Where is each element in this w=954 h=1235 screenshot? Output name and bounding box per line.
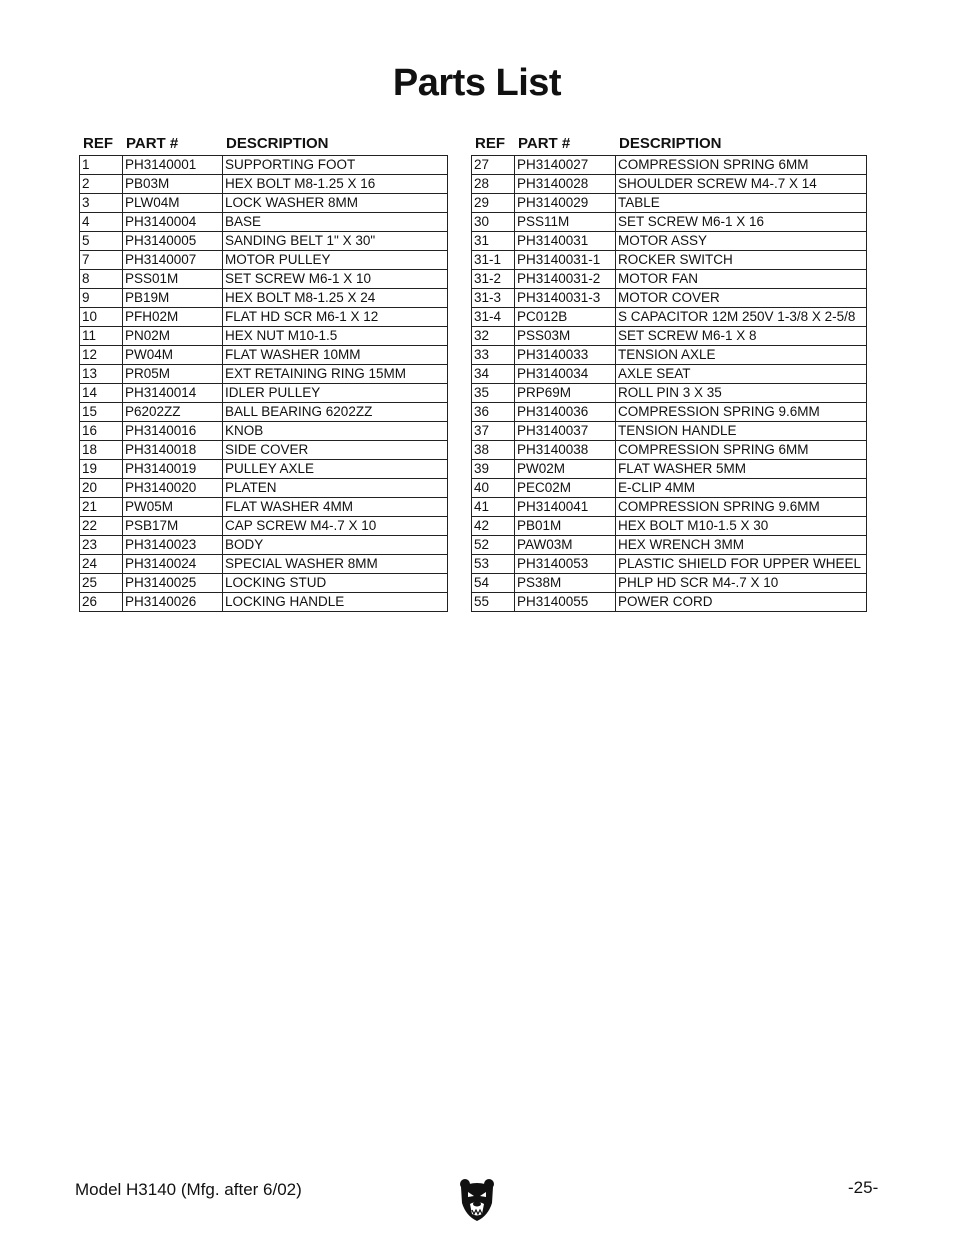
- part-number-cell: PW04M: [123, 346, 223, 365]
- description-cell: LOCKING STUD: [223, 574, 448, 593]
- ref-cell: 11: [80, 327, 123, 346]
- part-number-cell: PN02M: [123, 327, 223, 346]
- description-cell: SANDING BELT 1" X 30": [223, 232, 448, 251]
- part-number-cell: PB19M: [123, 289, 223, 308]
- table-row: [80, 498, 448, 517]
- ref-cell: 14: [80, 384, 123, 403]
- part-number-cell: PW02M: [515, 460, 616, 479]
- description-cell: LOCK WASHER 8MM: [223, 194, 448, 213]
- description-cell: CAP SCREW M4-.7 X 10: [223, 517, 448, 536]
- ref-cell: 54: [472, 574, 515, 593]
- ref-cell: 31-4: [472, 308, 515, 327]
- part-number-cell: PRP69M: [515, 384, 616, 403]
- part-number-cell: PH3140016: [123, 422, 223, 441]
- ref-cell: 31-2: [472, 270, 515, 289]
- description-cell: MOTOR PULLEY: [223, 251, 448, 270]
- part-number-cell: PH3140031-3: [515, 289, 616, 308]
- table-row: [80, 593, 448, 612]
- parts-table-left-body: [80, 156, 448, 612]
- table-row: [472, 498, 867, 517]
- bear-logo-icon: [458, 1178, 496, 1222]
- parts-table-right-body: [472, 156, 867, 612]
- header-part: PART #: [518, 134, 571, 152]
- part-number-cell: PAW03M: [515, 536, 616, 555]
- table-row: [472, 441, 867, 460]
- part-number-cell: PH3140014: [123, 384, 223, 403]
- ref-cell: 31-1: [472, 251, 515, 270]
- ref-cell: 35: [472, 384, 515, 403]
- ref-cell: 10: [80, 308, 123, 327]
- part-number-cell: PH3140028: [515, 175, 616, 194]
- ref-cell: 13: [80, 365, 123, 384]
- description-cell: COMPRESSION SPRING 6MM: [616, 441, 867, 460]
- table-row: [472, 289, 867, 308]
- ref-cell: 40: [472, 479, 515, 498]
- description-cell: PHLP HD SCR M4-.7 X 10: [616, 574, 867, 593]
- description-cell: MOTOR FAN: [616, 270, 867, 289]
- ref-cell: 3: [80, 194, 123, 213]
- description-cell: HEX BOLT M8-1.25 X 16: [223, 175, 448, 194]
- part-number-cell: PSS11M: [515, 213, 616, 232]
- part-number-cell: PR05M: [123, 365, 223, 384]
- description-cell: AXLE SEAT: [616, 365, 867, 384]
- part-number-cell: PFH02M: [123, 308, 223, 327]
- parts-table-right: [471, 131, 866, 612]
- description-cell: SET SCREW M6-1 X 8: [616, 327, 867, 346]
- table-header: [79, 131, 447, 155]
- part-number-cell: PB03M: [123, 175, 223, 194]
- table-row: [80, 175, 448, 194]
- ref-cell: 53: [472, 555, 515, 574]
- ref-cell: 12: [80, 346, 123, 365]
- part-number-cell: PH3140038: [515, 441, 616, 460]
- description-cell: BALL BEARING 6202ZZ: [223, 403, 448, 422]
- description-cell: SIDE COVER: [223, 441, 448, 460]
- description-cell: IDLER PULLEY: [223, 384, 448, 403]
- ref-cell: 1: [80, 156, 123, 175]
- ref-cell: 26: [80, 593, 123, 612]
- table-row: [80, 308, 448, 327]
- part-number-cell: PH3140034: [515, 365, 616, 384]
- description-cell: E-CLIP 4MM: [616, 479, 867, 498]
- description-cell: EXT RETAINING RING 15MM: [223, 365, 448, 384]
- footer-model: Model H3140 (Mfg. after 6/02): [75, 1180, 302, 1199]
- description-cell: TABLE: [616, 194, 867, 213]
- ref-cell: 21: [80, 498, 123, 517]
- part-number-cell: PH3140019: [123, 460, 223, 479]
- description-cell: FLAT WASHER 4MM: [223, 498, 448, 517]
- part-number-cell: PH3140027: [515, 156, 616, 175]
- table-row: [80, 365, 448, 384]
- table-row: [80, 574, 448, 593]
- part-number-cell: PH3140031-1: [515, 251, 616, 270]
- ref-cell: 36: [472, 403, 515, 422]
- ref-cell: 7: [80, 251, 123, 270]
- table-row: [472, 536, 867, 555]
- ref-cell: 25: [80, 574, 123, 593]
- part-number-cell: PH3140031-2: [515, 270, 616, 289]
- part-number-cell: PH3140055: [515, 593, 616, 612]
- table-row: [472, 327, 867, 346]
- table-row: [472, 460, 867, 479]
- description-cell: HEX BOLT M10-1.5 X 30: [616, 517, 867, 536]
- page-title: Parts List: [392, 62, 562, 104]
- table-row: [80, 422, 448, 441]
- header-ref: REF: [83, 134, 113, 152]
- table-row: [472, 517, 867, 536]
- table-row: [472, 574, 867, 593]
- description-cell: LOCKING HANDLE: [223, 593, 448, 612]
- description-cell: COMPRESSION SPRING 6MM: [616, 156, 867, 175]
- part-number-cell: PH3140005: [123, 232, 223, 251]
- table-row: [472, 403, 867, 422]
- ref-cell: 41: [472, 498, 515, 517]
- ref-cell: 34: [472, 365, 515, 384]
- ref-cell: 42: [472, 517, 515, 536]
- table-row: [472, 422, 867, 441]
- description-cell: ROLL PIN 3 X 35: [616, 384, 867, 403]
- description-cell: FLAT HD SCR M6-1 X 12: [223, 308, 448, 327]
- table-row: [80, 479, 448, 498]
- ref-cell: 16: [80, 422, 123, 441]
- ref-cell: 37: [472, 422, 515, 441]
- ref-cell: 18: [80, 441, 123, 460]
- description-cell: TENSION AXLE: [616, 346, 867, 365]
- table-row: [80, 213, 448, 232]
- ref-cell: 5: [80, 232, 123, 251]
- part-number-cell: PLW04M: [123, 194, 223, 213]
- ref-cell: 39: [472, 460, 515, 479]
- part-number-cell: PH3140004: [123, 213, 223, 232]
- table-header: [471, 131, 866, 155]
- ref-cell: 28: [472, 175, 515, 194]
- part-number-cell: PH3140020: [123, 479, 223, 498]
- part-number-cell: PH3140018: [123, 441, 223, 460]
- ref-cell: 32: [472, 327, 515, 346]
- part-number-cell: PH3140036: [515, 403, 616, 422]
- table-row: [472, 232, 867, 251]
- description-cell: COMPRESSION SPRING 9.6MM: [616, 403, 867, 422]
- part-number-cell: PH3140029: [515, 194, 616, 213]
- description-cell: PLASTIC SHIELD FOR UPPER WHEEL: [616, 555, 867, 574]
- description-cell: HEX BOLT M8-1.25 X 24: [223, 289, 448, 308]
- table-row: [80, 289, 448, 308]
- table-row: [472, 384, 867, 403]
- table-row: [472, 479, 867, 498]
- part-number-cell: PH3140037: [515, 422, 616, 441]
- table-row: [80, 270, 448, 289]
- table-row: [472, 251, 867, 270]
- description-cell: HEX WRENCH 3MM: [616, 536, 867, 555]
- table-row: [472, 156, 867, 175]
- part-number-cell: PH3140024: [123, 555, 223, 574]
- part-number-cell: PH3140026: [123, 593, 223, 612]
- table-row: [80, 517, 448, 536]
- part-number-cell: PW05M: [123, 498, 223, 517]
- table-row: [80, 460, 448, 479]
- ref-cell: 4: [80, 213, 123, 232]
- table-row: [80, 384, 448, 403]
- part-number-cell: PSS01M: [123, 270, 223, 289]
- description-cell: COMPRESSION SPRING 9.6MM: [616, 498, 867, 517]
- description-cell: MOTOR COVER: [616, 289, 867, 308]
- part-number-cell: PH3140031: [515, 232, 616, 251]
- description-cell: PLATEN: [223, 479, 448, 498]
- table-row: [472, 346, 867, 365]
- part-number-cell: PH3140025: [123, 574, 223, 593]
- header-description: DESCRIPTION: [619, 134, 722, 152]
- page-number: -25-: [848, 1178, 879, 1197]
- header-description: DESCRIPTION: [226, 134, 329, 152]
- description-cell: S CAPACITOR 12M 250V 1-3/8 X 2-5/8: [616, 308, 867, 327]
- table-row: [472, 270, 867, 289]
- description-cell: FLAT WASHER 10MM: [223, 346, 448, 365]
- ref-cell: 55: [472, 593, 515, 612]
- description-cell: BASE: [223, 213, 448, 232]
- description-cell: BODY: [223, 536, 448, 555]
- description-cell: HEX NUT M10-1.5: [223, 327, 448, 346]
- table-row: [80, 536, 448, 555]
- part-number-cell: PB01M: [515, 517, 616, 536]
- table-row: [80, 232, 448, 251]
- part-number-cell: PSB17M: [123, 517, 223, 536]
- ref-cell: 27: [472, 156, 515, 175]
- header-ref: REF: [475, 134, 505, 152]
- part-number-cell: PSS03M: [515, 327, 616, 346]
- table-row: [80, 251, 448, 270]
- part-number-cell: PC012B: [515, 308, 616, 327]
- table-row: [80, 403, 448, 422]
- table-row: [472, 365, 867, 384]
- description-cell: FLAT WASHER 5MM: [616, 460, 867, 479]
- description-cell: PULLEY AXLE: [223, 460, 448, 479]
- table-row: [472, 175, 867, 194]
- part-number-cell: PH3140033: [515, 346, 616, 365]
- ref-cell: 31: [472, 232, 515, 251]
- ref-cell: 2: [80, 175, 123, 194]
- ref-cell: 33: [472, 346, 515, 365]
- ref-cell: 19: [80, 460, 123, 479]
- part-number-cell: PS38M: [515, 574, 616, 593]
- header-part: PART #: [126, 134, 179, 152]
- description-cell: SET SCREW M6-1 X 16: [616, 213, 867, 232]
- ref-cell: 20: [80, 479, 123, 498]
- table-row: [472, 213, 867, 232]
- part-number-cell: PEC02M: [515, 479, 616, 498]
- table-row: [80, 194, 448, 213]
- ref-cell: 30: [472, 213, 515, 232]
- part-number-cell: P6202ZZ: [123, 403, 223, 422]
- part-number-cell: PH3140007: [123, 251, 223, 270]
- description-cell: MOTOR ASSY: [616, 232, 867, 251]
- table-row: [80, 156, 448, 175]
- ref-cell: 31-3: [472, 289, 515, 308]
- ref-cell: 29: [472, 194, 515, 213]
- table-row: [80, 555, 448, 574]
- part-number-cell: PH3140023: [123, 536, 223, 555]
- description-cell: KNOB: [223, 422, 448, 441]
- description-cell: SET SCREW M6-1 X 10: [223, 270, 448, 289]
- table-row: [472, 194, 867, 213]
- part-number-cell: PH3140053: [515, 555, 616, 574]
- parts-table-left: [79, 131, 447, 612]
- table-row: [472, 308, 867, 327]
- ref-cell: 38: [472, 441, 515, 460]
- table-row: [472, 555, 867, 574]
- description-cell: ROCKER SWITCH: [616, 251, 867, 270]
- ref-cell: 24: [80, 555, 123, 574]
- description-cell: SHOULDER SCREW M4-.7 X 14: [616, 175, 867, 194]
- ref-cell: 9: [80, 289, 123, 308]
- ref-cell: 8: [80, 270, 123, 289]
- table-row: [472, 593, 867, 612]
- ref-cell: 22: [80, 517, 123, 536]
- description-cell: POWER CORD: [616, 593, 867, 612]
- description-cell: SUPPORTING FOOT: [223, 156, 448, 175]
- table-row: [80, 346, 448, 365]
- ref-cell: 15: [80, 403, 123, 422]
- part-number-cell: PH3140041: [515, 498, 616, 517]
- ref-cell: 23: [80, 536, 123, 555]
- description-cell: TENSION HANDLE: [616, 422, 867, 441]
- description-cell: SPECIAL WASHER 8MM: [223, 555, 448, 574]
- part-number-cell: PH3140001: [123, 156, 223, 175]
- ref-cell: 52: [472, 536, 515, 555]
- table-row: [80, 327, 448, 346]
- table-row: [80, 441, 448, 460]
